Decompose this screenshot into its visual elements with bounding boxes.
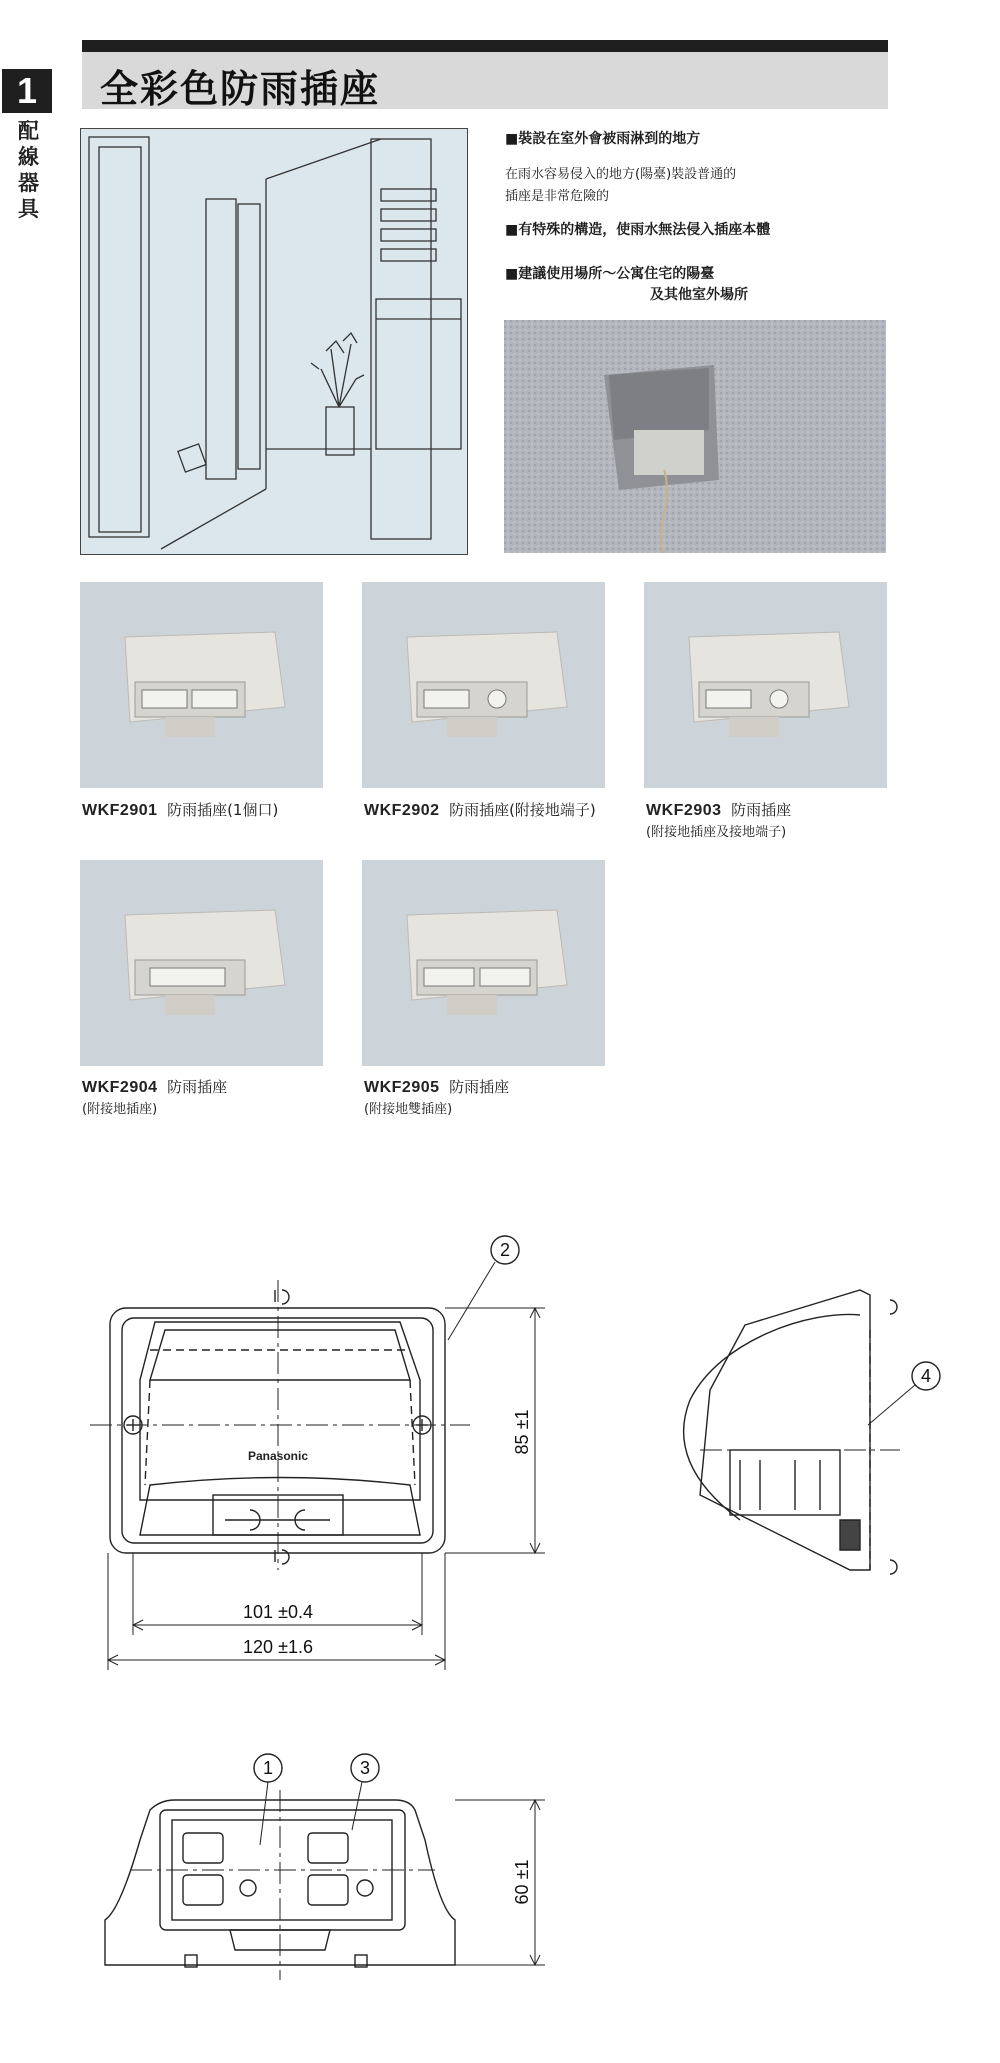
- feature-line-3: 插座是非常危險的: [505, 189, 610, 204]
- page-title: 全彩色防雨插座: [100, 67, 381, 111]
- product-photo-wkf2903: [644, 582, 887, 788]
- feature-line-1: ■裝設在室外會被雨淋到的地方: [505, 131, 701, 147]
- front-view: [90, 1236, 545, 1670]
- product-photo-wkf2901: [80, 582, 323, 788]
- chapter-label: 配線器具: [18, 119, 39, 221]
- callout-2: 2: [499, 1240, 511, 1260]
- installed-outlet-photo: [504, 320, 886, 553]
- chapter-number: 1: [2, 69, 52, 113]
- product-caption-wkf2905: WKF2905 防雨插座 (附接地雙插座): [364, 1078, 510, 1117]
- plan-view: [105, 1754, 545, 1980]
- callout-4: 4: [920, 1366, 932, 1386]
- feature-line-6: 及其他室外場所: [650, 287, 748, 303]
- feature-line-2: 在雨水容易侵入的地方(陽臺)裝設普通的: [505, 167, 737, 182]
- technical-drawing: [0, 1220, 1000, 2020]
- product-caption-wkf2901: WKF2901 防雨插座(1個口): [82, 801, 279, 819]
- title-top-bar: [82, 40, 888, 52]
- brand-mark: Panasonic: [247, 1449, 309, 1463]
- feature-line-4: ■有特殊的構造，使雨水無法侵入插座本體: [505, 222, 771, 238]
- dim-inner-width: 101 ±0.4: [243, 1602, 313, 1622]
- dim-height-plan: 60 ±1: [512, 1859, 532, 1905]
- product-photo-wkf2905: [362, 860, 605, 1066]
- product-caption-wkf2902: WKF2902 防雨插座(附接地端子): [364, 801, 596, 819]
- product-caption-wkf2904: WKF2904 防雨插座 (附接地插座): [82, 1078, 228, 1117]
- balcony-illustration: [80, 128, 468, 555]
- dim-height-front: 85 ±1: [512, 1409, 532, 1455]
- product-photo-wkf2904: [80, 860, 323, 1066]
- callout-1: 1: [262, 1758, 274, 1778]
- callout-3: 3: [359, 1758, 371, 1778]
- product-caption-wkf2903: WKF2903 防雨插座 (附接地插座及接地端子): [646, 801, 792, 840]
- product-photo-wkf2902: [362, 582, 605, 788]
- side-section-view: [684, 1290, 940, 1574]
- feature-line-5: ■建議使用場所～公寓住宅的陽臺: [505, 266, 715, 282]
- balcony-line-drawing: [81, 129, 467, 554]
- dim-outer-width: 120 ±1.6: [243, 1637, 313, 1657]
